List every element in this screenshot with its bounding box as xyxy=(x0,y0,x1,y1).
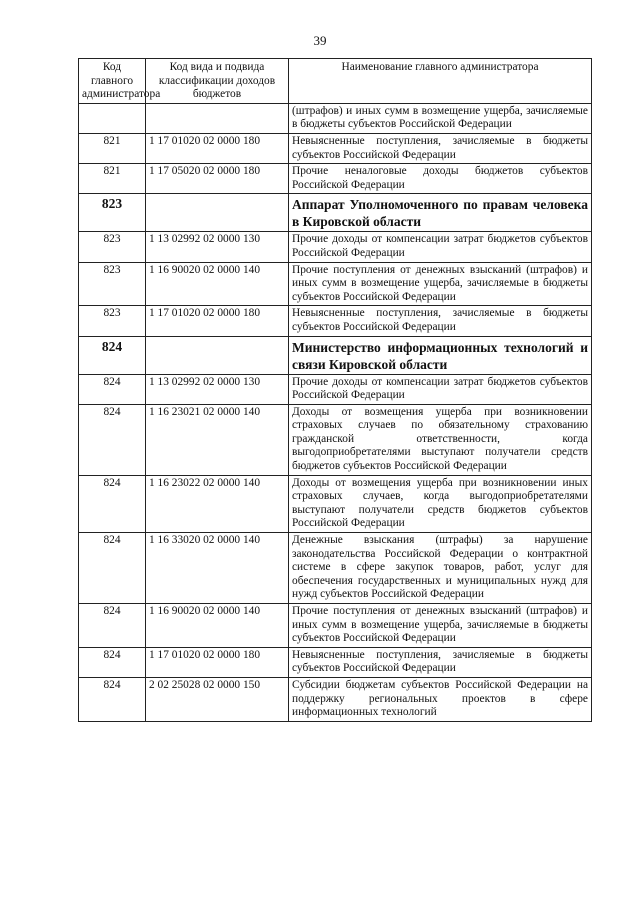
section-row xyxy=(79,336,592,374)
revenue-name-cell: Прочие поступления от денежных взысканий (штрафов) и иных сумм в возмещение ущерба, зачисляемые в бюджеты субъектов Российской Федерации xyxy=(289,604,592,648)
header-admin-code: Код главного администратора xyxy=(79,59,146,104)
table-row xyxy=(79,133,592,163)
admin-code-cell: 824 xyxy=(79,533,146,604)
admin-code-cell: 821 xyxy=(79,133,146,163)
section-row xyxy=(79,194,592,232)
table-row xyxy=(79,164,592,194)
classification-code-cell xyxy=(146,194,289,232)
classification-code-cell xyxy=(146,336,289,374)
table-row xyxy=(79,533,592,604)
table-row xyxy=(79,677,592,721)
admin-code-cell: 824 xyxy=(79,604,146,648)
admin-code-cell: 824 xyxy=(79,374,146,404)
classification-code-cell xyxy=(146,103,289,133)
table-body xyxy=(79,103,592,721)
admin-code-cell: 824 xyxy=(79,677,146,721)
revenue-name-cell: Невыясненные поступления, зачисляемые в бюджеты субъектов Российской Федерации xyxy=(289,647,592,677)
table-row xyxy=(79,232,592,262)
administrator-title-cell: Аппарат Уполномоченного по правам человека в Кировской области xyxy=(289,194,592,232)
classification-code-cell: 1 16 23021 02 0000 140 xyxy=(146,404,289,475)
admin-code-cell: 823 xyxy=(79,306,146,336)
table-row xyxy=(79,404,592,475)
revenue-name-cell: Субсидии бюджетам субъектов Российской Федерации на поддержку региональных проектов в сфере информационных технологий xyxy=(289,677,592,721)
table-row xyxy=(79,374,592,404)
admin-code-cell: 823 xyxy=(79,262,146,306)
revenue-name-cell: Невыясненные поступления, зачисляемые в бюджеты субъектов Российской Федерации xyxy=(289,133,592,163)
classification-code-cell: 1 17 01020 02 0000 180 xyxy=(146,133,289,163)
revenue-name-cell: Доходы от возмещения ущерба при возникновении иных страховых случаев, когда выгодоприобретателями выступают получатели средств бюджетов субъектов Российской Федерации xyxy=(289,475,592,532)
header-name: Наименование главного администратора xyxy=(289,59,592,104)
classification-code-cell: 1 16 90020 02 0000 140 xyxy=(146,262,289,306)
table-row xyxy=(79,103,592,133)
revenue-name-cell: Доходы от возмещения ущерба при возникновении страховых случаев по обязательному страхованию гражданской ответственности, когда выгодоприобретателями выступают получатели средств бюджетов субъектов Российской Федерации xyxy=(289,404,592,475)
table-row xyxy=(79,475,592,532)
revenue-name-cell: Прочие поступления от денежных взысканий (штрафов) и иных сумм в возмещение ущерба, зачисляемые в бюджеты субъектов Российской Федерации xyxy=(289,262,592,306)
admin-code-cell: 823 xyxy=(79,194,146,232)
table-row xyxy=(79,604,592,648)
revenue-classification-table xyxy=(78,58,592,722)
classification-code-cell: 1 13 02992 02 0000 130 xyxy=(146,232,289,262)
classification-code-cell: 1 17 01020 02 0000 180 xyxy=(146,306,289,336)
admin-code-cell: 821 xyxy=(79,164,146,194)
classification-code-cell: 1 16 90020 02 0000 140 xyxy=(146,604,289,648)
admin-code-cell xyxy=(79,103,146,133)
classification-code-cell: 2 02 25028 02 0000 150 xyxy=(146,677,289,721)
table-header-row xyxy=(79,59,592,104)
revenue-name-cell: Денежные взыскания (штрафы) за нарушение законодательства Российской Федерации о контрактной системе в сфере закупок товаров, работ, услуг для обеспечения государственных и муниципальных нужд для нужд субъектов Российской Федерации xyxy=(289,533,592,604)
header-class-code: Код вида и подвида классификации доходов бюджетов xyxy=(146,59,289,104)
classification-code-cell: 1 13 02992 02 0000 130 xyxy=(146,374,289,404)
revenue-name-cell: Прочие доходы от компенсации затрат бюджетов субъектов Российской Федерации xyxy=(289,374,592,404)
admin-code-cell: 824 xyxy=(79,404,146,475)
admin-code-cell: 824 xyxy=(79,336,146,374)
classification-code-cell: 1 17 01020 02 0000 180 xyxy=(146,647,289,677)
table-row xyxy=(79,306,592,336)
revenue-name-cell: (штрафов) и иных сумм в возмещение ущерба, зачисляемые в бюджеты субъектов Российской Федерации xyxy=(289,103,592,133)
admin-code-cell: 823 xyxy=(79,232,146,262)
revenue-name-cell: Прочие неналоговые доходы бюджетов субъектов Российской Федерации xyxy=(289,164,592,194)
classification-code-cell: 1 16 33020 02 0000 140 xyxy=(146,533,289,604)
table-row xyxy=(79,262,592,306)
revenue-name-cell: Прочие доходы от компенсации затрат бюджетов субъектов Российской Федерации xyxy=(289,232,592,262)
classification-code-cell: 1 16 23022 02 0000 140 xyxy=(146,475,289,532)
classification-code-cell: 1 17 05020 02 0000 180 xyxy=(146,164,289,194)
page-number: 39 xyxy=(313,33,327,48)
revenue-name-cell: Невыясненные поступления, зачисляемые в бюджеты субъектов Российской Федерации xyxy=(289,306,592,336)
admin-code-cell: 824 xyxy=(79,475,146,532)
administrator-title-cell: Министерство информационных технологий и связи Кировской области xyxy=(289,336,592,374)
admin-code-cell: 824 xyxy=(79,647,146,677)
table-row xyxy=(79,647,592,677)
